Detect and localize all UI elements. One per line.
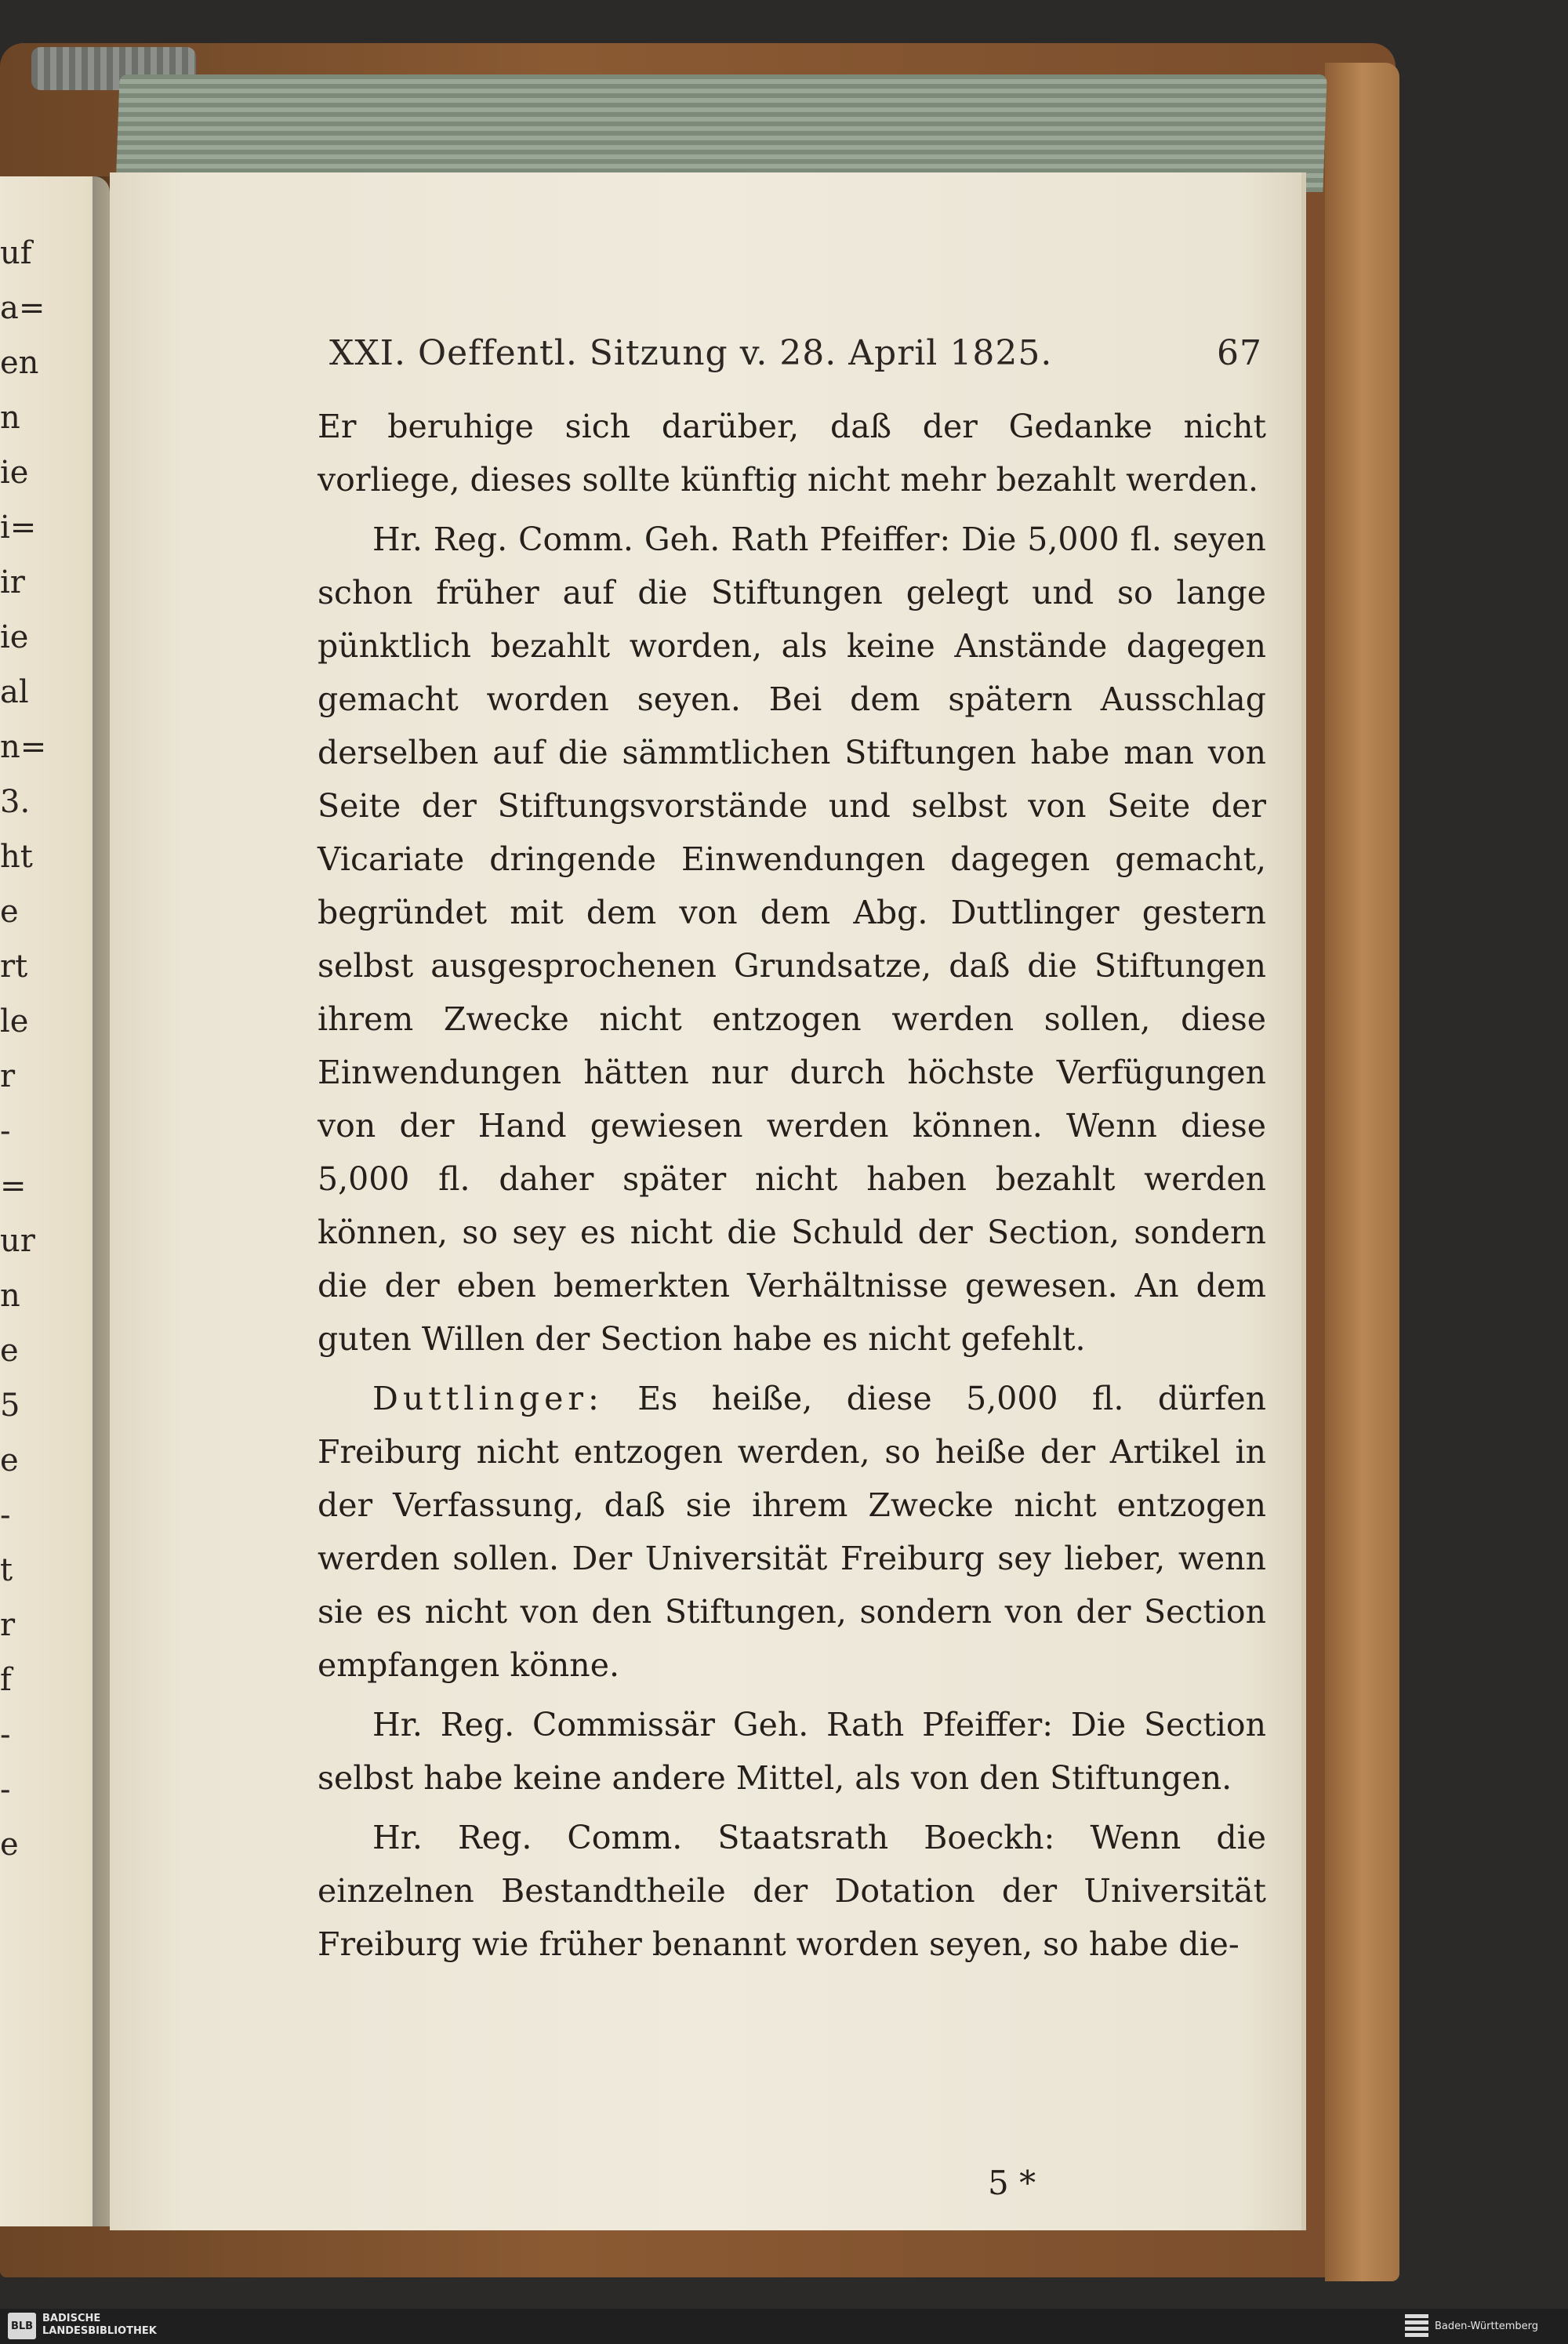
paragraph (318, 513, 1266, 1366)
left-page-fragment: r (0, 1607, 16, 1643)
footer-bar (0, 2309, 1568, 2344)
speaker-name: Hr. Reg. Comm. Staatsrath Boeckh: (372, 1819, 1055, 1856)
left-page-fragment: n= (0, 729, 47, 765)
left-page-fragment: f (0, 1662, 12, 1698)
running-head (329, 333, 1262, 373)
left-page-fragment: e (0, 894, 19, 930)
left-page-fragment: 3. (0, 784, 31, 820)
paragraph-text: Die Section selbst habe keine andere Mittel, als von den Stiftungen. (318, 1706, 1266, 1797)
baden-wuerttemberg-logo-icon (1405, 2314, 1428, 2339)
left-page-fragment: e (0, 1333, 19, 1369)
right-page (110, 172, 1301, 2230)
left-page-fragment: n (0, 1278, 20, 1314)
left-page-fragment: - (0, 1497, 11, 1533)
paragraph-text: Wenn die einzelnen Bestandtheile der Dotation der Universität Freiburg wie früher benannt worden seyen, so habe die- (318, 1819, 1266, 1963)
running-head-title: XXI. Oeffentl. Sitzung v. 28. April 1825. (329, 333, 1053, 373)
left-page-fragment: i= (0, 510, 37, 546)
left-page-fragment: le (0, 1003, 29, 1040)
left-page-fragment: en (0, 345, 39, 381)
paragraph (318, 400, 1266, 506)
blb-label (42, 2313, 157, 2338)
left-page-fragment: al (0, 674, 29, 710)
left-page-fragment: a= (0, 290, 45, 326)
speaker-name: Hr. Reg. Commissär Geh. Rath Pfeiffer: (372, 1706, 1054, 1743)
speaker-name: Duttlinger: (372, 1380, 604, 1417)
blb-label-line1: BADISCHE (42, 2313, 101, 2324)
left-page-fragment: n (0, 400, 20, 436)
left-page-fragment: = (0, 1168, 27, 1204)
paragraph-text: Die 5,000 fl. seyen schon früher auf die Stiftungen gelegt und so lange pünktlich bezahlt worden, als keine Anstände dagegen gemacht worden seyen. Bei dem spätern Ausschlag derselben auf die sämmtlichen Stiftungen habe man von Seite der Stiftungsvorstände und selbst von Seite der Vicariate dringende Einwendungen dagegen gemacht, begründet mit dem von dem Abg. Duttlinger gestern selbst ausgesprochenen Grundsatze, daß die Stiftungen ihrem Zwecke nicht entzogen werden sollen, diese Einwendungen hätten nur durch höchste Verfügungen von der Hand gewiesen werden können. Wenn diese 5,000 fl. daher später nicht haben bezahlt werden können, so sey es nicht die Schuld der Section, sondern die der eben bemerkten Verhältnisse gewesen. An dem guten Willen der Section habe es nicht gefehlt. (318, 521, 1266, 1358)
left-page-fragment: t (0, 1552, 13, 1588)
page-text (318, 400, 1266, 1971)
left-page-fragment: rt (0, 949, 28, 985)
left-page-fragment: e (0, 1442, 19, 1479)
paragraph (318, 1698, 1266, 1805)
left-page-fragment: ir (0, 564, 25, 601)
left-page-fragment: ie (0, 619, 29, 655)
blb-label-line2: LANDESBIBLIOTHEK (42, 2325, 157, 2337)
paragraph-text: Er beruhige sich darüber, daß der Gedanke nicht vorliege, dieses sollte künftig nicht mehr bezahlt werden. (318, 408, 1266, 499)
paragraph-text: Es heiße, diese 5,000 fl. dürfen Freiburg nicht entzogen werden, so heiße der Artikel in der Verfassung, daß sie ihrem Zwecke nicht entzogen werden sollen. Der Universität Freiburg sey lieber, wenn sie es nicht von den Stiftungen, sondern von der Section empfangen könne. (318, 1380, 1266, 1684)
left-page-fragment: 5 (0, 1388, 20, 1424)
left-page-fragment: ur (0, 1223, 35, 1259)
left-page-fragment: uf (0, 235, 32, 271)
left-page-fragment: e (0, 1827, 19, 1863)
paragraph (318, 1811, 1266, 1971)
book-cover-right-edge (1325, 63, 1399, 2281)
page-number: 67 (1217, 333, 1262, 373)
blb-logo: BLB (8, 2313, 36, 2339)
paragraph (318, 1372, 1266, 1692)
left-page-fragment: ht (0, 839, 33, 875)
left-page-fragment: r (0, 1058, 16, 1094)
speaker-name: Hr. Reg. Comm. Geh. Rath Pfeiffer: (372, 521, 951, 558)
left-page-fragment: - (0, 1717, 11, 1753)
left-page-fragment: ie (0, 455, 29, 491)
baden-wuerttemberg-label: Baden-Württemberg (1435, 2320, 1538, 2332)
left-page-fragment: - (0, 1772, 11, 1808)
left-page-fragment: - (0, 1113, 11, 1149)
signature-mark: 5 * (988, 2164, 1036, 2202)
